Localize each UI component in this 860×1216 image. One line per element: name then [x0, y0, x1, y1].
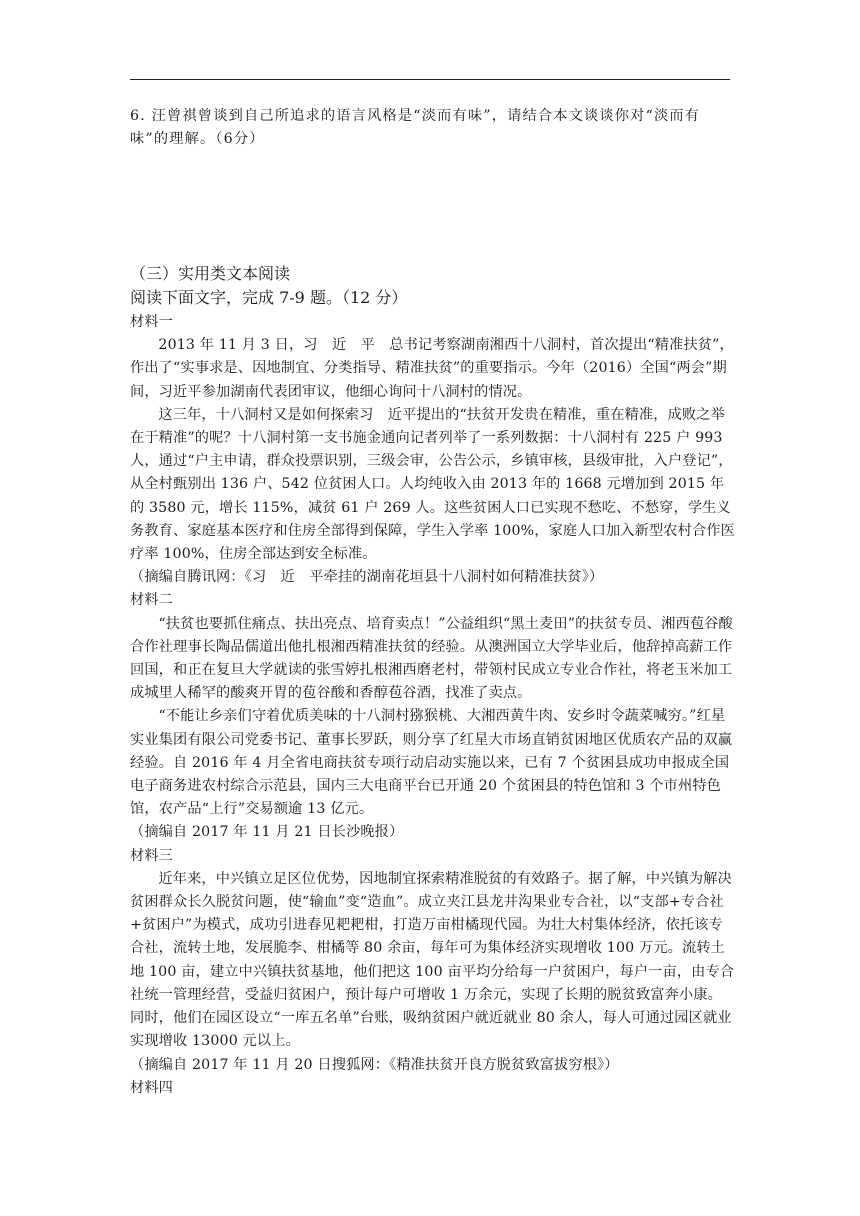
material-2-paragraph: “不能让乡亲们守着优质美味的十八洞村猕猴桃、大湘西黄牛肉、安乡时令蔬菜喊穷。”红星实业集团有限公司党委书记、董事长罗跃，则分享了红星大市场直销贫困地区优质农产品的双赢经验。自 2016 年 4 月全省电商扶贫专项行动启动实施以来，已有 7 个贫困县成功申报成全国电子商务进农村综合示范县，国内三大电商平台已开通 20 个贫困县的特色馆和 3 个市州特色馆，农产品“上行”交易额逾 13 亿元。: [130, 708, 733, 818]
material-1-label: 材料一: [130, 314, 174, 330]
header-rule: [130, 79, 730, 80]
material-2-source: （摘编自 2017 年 11 月 21 日长沙晚报）: [130, 824, 404, 841]
material-1-paragraph: 2013 年 11 月 3 日，习 近 平 总书记考察湖南湘西十八洞村，首次提出“精准扶贫”，作出了“实事求是、因地制宜、分类指导、精准扶贫”的重要指示。今年（2016）全国“两会”期间，习近平参加湖南代表团审议，他细心询问十八洞村的情况。: [130, 337, 734, 400]
question-6-text: 6. 汪曾祺曾谈到自己所追求的语言风格是“淡而有味”，请结合本文谈谈你对“淡而有味”的理解。（6分）: [130, 108, 701, 148]
material-1-paragraph: 这三年，十八洞村又是如何探索习 近平提出的“扶贫开发贵在精准，重在精准，成败之举在于精准”的呢？十八洞村第一支书施金通向记者列举了一系列数据：十八洞村有 225 户 993 人，通过“户主申请，群众投票识别，三级会审，公告公示，乡镇审核，县级审批，入户登记”，从全村甄别出 136 户、542 位贫困人口。人均纯收入由 2013 年的 1668 元增加到 2015 年的 3580 元，增长 115%，减贫 61 户 269 人。这些贫困人口已实现不愁吃、不愁穿，学生义务教育、家庭基本医疗和住房全部得到保障，学生入学率 100%，家庭人口加入新型农村合作医疗率 100%，住房全部达到安全标准。: [130, 406, 735, 563]
section-title: （三）实用类文本阅读: [130, 264, 291, 283]
material-2-paragraph: “扶贫也要抓住痛点、扶出亮点、培育卖点！”公益组织“黑土麦田”的扶贫专员、湘西苞谷酸合作社理事长陶品儒道出他扎根湘西精准扶贫的经验。从澳洲国立大学毕业后，他辞掉高薪工作回国，和正在复旦大学就读的张雪婷扎根湘西磨老村，带领村民成立专业合作社，将老玉米加工成城里人稀罕的酸爽开胃的苞谷酸和香醇苞谷酒，找准了卖点。: [130, 615, 733, 702]
material-3-source: （摘编自 2017 年 11 月 20 日搜狐网：《精准扶贫开良方脱贫致富拔穷根》）: [130, 1056, 619, 1073]
material-4-label: 材料四: [130, 1079, 174, 1096]
material-2-label: 材料二: [130, 592, 174, 609]
section-instruction: 阅读下面文字，完成 7-9 题。（12 分）: [130, 288, 408, 307]
material-3-paragraph: 近年来，中兴镇立足区位优势，因地制宜探索精准脱贫的有效路子。据了解，中兴镇为解决贫困群众长久脱贫问题，使“输血”变“造血”。成立夹江县龙井沟果业专合社，以“支部+专合社+贫困户”为模式，成功引进春见耙耙柑，打造万亩柑橘现代园。为壮大村集体经济，依托该专合社，流转土地，发展脆李、柑橘等 80 余亩，每年可为集体经济实现增收 100 万元。流转土地 100 亩，建立中兴镇扶贫基地，他们把这 100 亩平均分给每一户贫困户，每户一亩，由专合社统一管理经营，受益归贫困户，预计每户可增收 1 万余元，实现了长期的脱贫致富奔小康。同时，他们在园区设立“一库五名单”台账，吸纳贫困户就近就业 80 余人，每人可通过园区就业实现增收 13000 元以上。: [130, 870, 735, 1050]
material-1-source: （摘编自腾讯网：《习 近 平牵挂的湖南花垣县十八洞村如何精准扶贫》）: [130, 569, 604, 586]
material-3-label: 材料三: [130, 847, 174, 864]
reading-passage: [130, 311, 736, 1100]
question-6: [130, 105, 736, 151]
